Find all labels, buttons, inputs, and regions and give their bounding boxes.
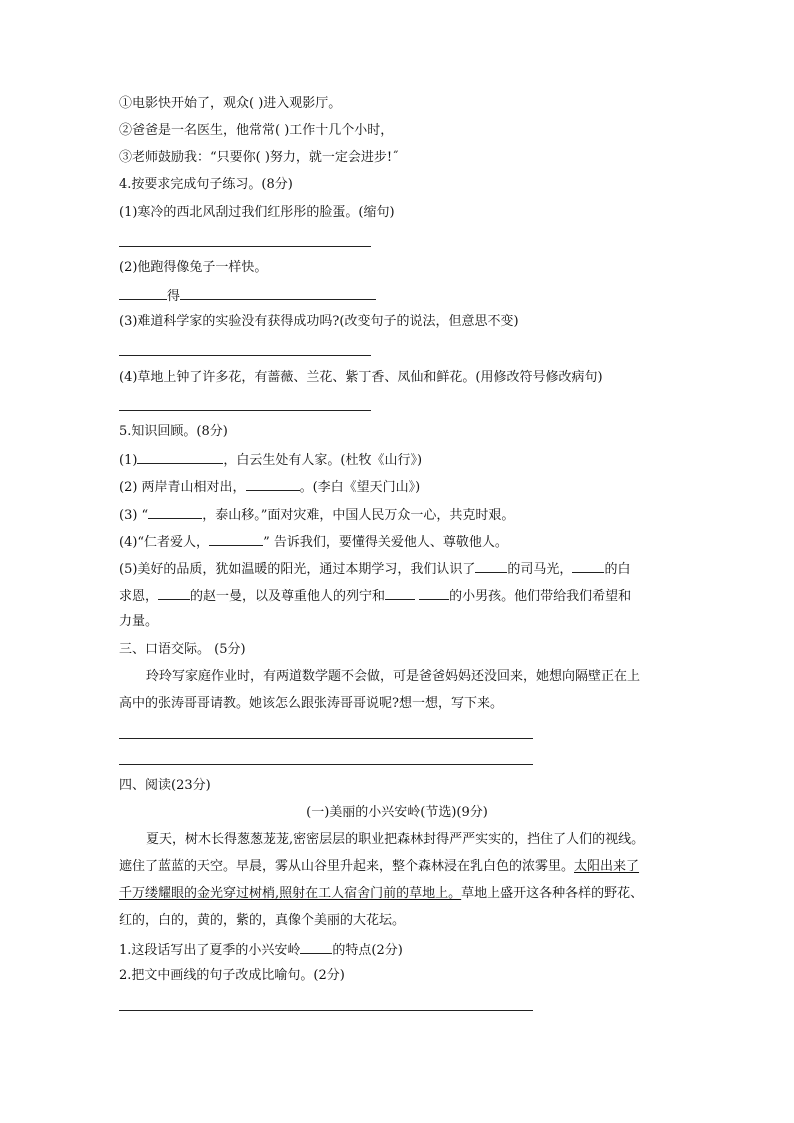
answer-line[interactable]: [119, 355, 371, 356]
q4-sentence-1: (1)寒冷的西北风刮过我们红彤彤的脸蛋。(缩句): [119, 205, 395, 220]
item-text: 。(李白《望天门山》): [299, 480, 421, 495]
question-text: 的特点(2分): [332, 943, 403, 958]
blank[interactable]: [137, 450, 223, 464]
blank[interactable]: [119, 286, 167, 300]
item-text: ” 告诉我们，要懂得关爱他人、尊敬他人。: [263, 535, 508, 550]
reading-line-4: 红的，白的，黄的，紫的，真像个美丽的大花坛。: [119, 913, 406, 928]
q3-item-2: ②爸爸是一名医生，他常常( )工作十几个小时，: [119, 123, 394, 138]
reading-line-2: [119, 858, 639, 876]
underlined-sentence: 太阳出来了: [574, 859, 640, 874]
blank[interactable]: [158, 586, 190, 600]
q5-poem-3: [119, 505, 514, 525]
item-text: ，泰山移。”面对灾难，中国人民万众一心，共克时艰。: [202, 508, 515, 523]
q4-title: 4.按要求完成句子练习。(8分): [119, 177, 293, 192]
q4-sentence-2: (2)他跑得像兔子一样快。: [119, 260, 268, 275]
section-3-title: 三、口语交际。 (5分): [119, 642, 246, 657]
answer-line[interactable]: [119, 738, 533, 739]
item-label: (1): [119, 453, 138, 468]
q5-title: 5.知识回顾。(8分): [119, 424, 228, 439]
answer-line[interactable]: [119, 246, 371, 247]
answer-line[interactable]: [119, 1010, 533, 1011]
blank[interactable]: [209, 532, 263, 546]
item-text: 的白: [604, 562, 631, 577]
q4-sentence-4: (4)草地上钟了许多花，有蔷薇、兰花、紫丁香、凤仙和鲜花。(用修改符号修改病句): [119, 370, 603, 385]
blank[interactable]: [385, 586, 415, 600]
reading-question-2: 2.把文中画线的句子改成比喻句。(2分): [119, 968, 345, 983]
item-label: (2) 两岸青山相对出，: [119, 480, 246, 495]
underlined-sentence: 千万缕耀眼的金光穿过树梢,照射在工人宿舍门前的草地上。: [119, 886, 462, 901]
question-text: 1.这段话写出了夏季的小兴安岭: [119, 943, 301, 958]
reading-text: 遮住了蓝蓝的天空。早晨，雾从山谷里升起来，整个森林浸在乳白色的浓雾里。: [119, 859, 575, 874]
q5-item-5-line-3: 力量。: [119, 614, 159, 629]
de-char: 得: [167, 289, 181, 304]
item-text: 求恩，: [119, 589, 159, 604]
section-4-title: 四、阅读(23分): [119, 778, 211, 793]
blank[interactable]: [148, 505, 202, 519]
q4-sentence-3: (3)难道科学家的实验没有获得成功吗?(改变句子的说法，但意思不变): [119, 314, 519, 329]
q5-poem-2: [119, 477, 420, 497]
q5-item-5-line-1: [119, 559, 630, 579]
item-text: (5)美好的品质，犹如温暖的阳光，通过本期学习，我们认识了: [119, 562, 476, 577]
q5-poem-4: [119, 532, 508, 552]
blank[interactable]: [572, 559, 604, 573]
blank[interactable]: [300, 940, 332, 954]
q3-item-3: ③老师鼓励我：“只要你( )努力，就一定会进步!˝: [119, 150, 399, 165]
reading-text: 草地上盛开这各种各样的野花、: [461, 886, 644, 901]
reading-line-1: 夏天，树木长得葱葱茏茏,密密层层的职业把森林封得严严实实的，挡住了人们的视线。: [146, 832, 645, 847]
reading-line-3: [119, 885, 643, 903]
answer-line[interactable]: [119, 764, 533, 765]
blank[interactable]: [246, 477, 300, 491]
item-text: 的赵一曼，以及尊重他人的列宁和: [190, 589, 386, 604]
answer-line[interactable]: [119, 410, 371, 411]
q4-sentence-2-fill: [119, 286, 376, 306]
blank[interactable]: [475, 559, 507, 573]
reading-subtitle: (一)美丽的小兴安岭(节选)(9分): [306, 805, 488, 820]
section-3-paragraph-2: 高中的张涛哥哥请教。她该怎么跟张涛哥哥说呢?想一想，写下来。: [119, 696, 503, 711]
section-3-paragraph-1: 玲玲写家庭作业时，有两道数学题不会做，可是爸爸妈妈还没回来，她想向隔壁正在上: [146, 669, 641, 684]
reading-question-1: [119, 940, 403, 960]
q5-poem-1: [119, 450, 422, 470]
blank[interactable]: [180, 286, 376, 300]
item-label: (4)“仁者爱人，: [119, 535, 210, 550]
item-text: ，白云生处有人家。(杜牧《山行》): [223, 453, 423, 468]
q3-item-1: ①电影快开始了，观众( )进入观影厅。: [119, 96, 342, 111]
item-text: 的小男孩。他们带给我们希望和: [449, 589, 632, 604]
item-text: 的司马光，: [507, 562, 573, 577]
q5-item-5-line-2: [119, 586, 631, 606]
item-label: (3) “: [119, 508, 149, 523]
blank[interactable]: [419, 586, 449, 600]
